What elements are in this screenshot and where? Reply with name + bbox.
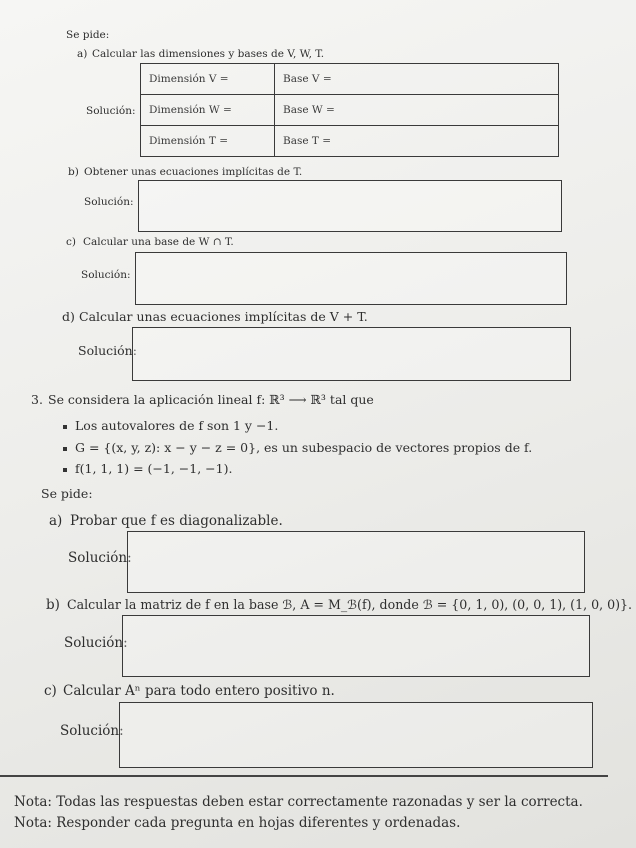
part2-c-answer-box[interactable] [135, 252, 567, 305]
q3-a-label: a) [49, 513, 63, 529]
q3-c-label: c) [44, 683, 57, 699]
q3-a-solution-label: Solución: [68, 550, 132, 566]
q3-a-text: Probar que f es diagonalizable. [70, 513, 283, 529]
dim-t-cell[interactable]: Dimensión T = [141, 126, 275, 157]
q3-statement: Se considera la aplicación lineal f: ℝ³ ⟶ ℝ³ tal que [48, 392, 374, 407]
q3-c-text: Calcular Aⁿ para todo entero positivo n. [63, 683, 335, 699]
bullet-icon [63, 425, 67, 429]
q3-c-solution-label: Solución: [60, 723, 124, 739]
table-row [141, 126, 559, 157]
dimensions-table [140, 63, 559, 157]
base-t-cell[interactable]: Base T = [275, 126, 559, 157]
q3-c-answer-box[interactable] [119, 702, 593, 768]
part2-c-text: Calcular una base de W ∩ T. [83, 236, 234, 248]
table-row [141, 64, 559, 95]
part2-b-label: b) [68, 166, 79, 178]
dim-v-cell[interactable]: Dimensión V = [141, 64, 275, 95]
part2-b-text: Obtener unas ecuaciones implícitas de T. [84, 166, 303, 178]
part2-d-label: d) [62, 309, 75, 324]
table-row [141, 95, 559, 126]
part2-b-answer-box[interactable] [138, 180, 562, 232]
part2-a-label: a) [77, 48, 88, 60]
q3-b-text: Calcular la matriz de f en la base ℬ, A = M_ℬ(f), donde ℬ = {0, 1, 0), (0, 0, 1), (1, 0, 0)}. [67, 597, 633, 612]
part2-b-solution-label: Solución: [84, 196, 134, 208]
base-w-cell[interactable]: Base W = [275, 95, 559, 126]
part2-a-text: Calcular las dimensiones y bases de V, W, T. [92, 48, 325, 60]
part2-intro: Se pide: [66, 29, 110, 41]
q3-b-solution-label: Solución: [64, 635, 128, 651]
q3-a-answer-box[interactable] [127, 531, 585, 593]
part2-c-solution-label: Solución: [81, 269, 131, 281]
base-v-cell[interactable]: Base V = [275, 64, 559, 95]
q3-bullet-1: Los autovalores de f son 1 y −1. [75, 418, 279, 433]
dim-w-cell[interactable]: Dimensión W = [141, 95, 275, 126]
bullet-icon [63, 447, 67, 451]
q3-b-answer-box[interactable] [122, 615, 590, 677]
q3-intro: Se pide: [41, 486, 93, 501]
note-1: Nota: Todas las respuestas deben estar correctamente razonadas y ser la correcta. [14, 794, 583, 810]
q3-bullet-3: f(1, 1, 1) = (−1, −1, −1). [75, 461, 233, 476]
part2-d-solution-label: Solución: [78, 343, 137, 358]
part2-d-text: Calcular unas ecuaciones implícitas de V + T. [79, 309, 368, 324]
part2-a-solution-label: Solución: [86, 105, 136, 117]
bullet-icon [63, 468, 67, 472]
note-2: Nota: Responder cada pregunta en hojas diferentes y ordenadas. [14, 815, 461, 831]
part2-c-label: c) [66, 236, 76, 248]
part2-d-answer-box[interactable] [132, 327, 571, 381]
q3-number: 3. [31, 392, 43, 407]
section-divider [0, 775, 608, 777]
q3-b-label: b) [46, 597, 60, 613]
q3-bullet-2: G = {(x, y, z): x − y − z = 0}, es un subespacio de vectores propios de f. [75, 440, 533, 455]
